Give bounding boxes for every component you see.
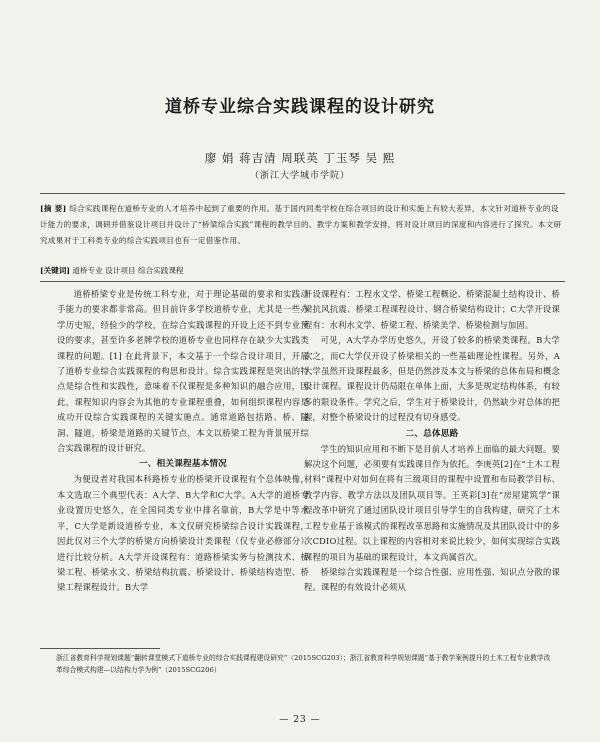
section-heading: 一、相关课程基本情况 bbox=[139, 459, 227, 470]
body-paragraph: 为便设者对我国本科路桥专业的桥梁开设课程有个总体映像，本文选取三个典型代表：A大学、B大学和C大学。A大学的道桥专业设置历史悠久，在全国同类专业中排名靠前，B大学是中等水平，C大学是新设道桥专业，本文仅研究桥梁综合设计实践课程，因此仅对三个大学的桥梁方向桥梁设计类课程（仅专业必修部分）进行比较分析。A大学开设课程有：道路桥梁实务与检测技术、桥梁工程、桥梁水文、桥梁结构抗震、桥梁设计、桥梁结构造型、桥梁工程课程设计。B大学 bbox=[57, 474, 309, 593]
keywords-tag: [关键词] bbox=[40, 266, 70, 275]
paper-title: 道桥专业综合实践课程的设计研究 bbox=[165, 97, 435, 117]
scan-mark bbox=[10, 268, 14, 278]
abstract-top-rule bbox=[40, 193, 565, 194]
section-heading: 二、总体思路 bbox=[405, 428, 459, 439]
abstract-bottom-rule bbox=[40, 281, 565, 282]
right-column bbox=[304, 287, 560, 596]
abstract bbox=[40, 201, 565, 249]
footnote: 浙江省教育科学规划课题“翻转课堂模式下道桥专业的综合实践课程建设研究”（2015SCG203）；浙江省教育科学规划课题“基于教学案例提升的土木工程专业教学改革综合模式构建—以结构力学为例”（2015SCG206） bbox=[56, 654, 551, 674]
author-list: 廖 娟 蒋吉清 周联英 丁玉琴 吴 熙 bbox=[204, 151, 396, 165]
keywords-text: 道桥专业 设计项目 综合实践课程 bbox=[72, 266, 184, 275]
body-paragraph: 桥梁综合实践课程是一个综合性强、应用性强、知识点分散的课程。课程的有效设计必须从 bbox=[304, 566, 560, 593]
affiliation: （浙江大学城市学院） bbox=[249, 171, 350, 181]
body-paragraph: 道桥桥梁专业是传统工科专业，对于理论基础的要求和实践动手能力的要求都非常高。但目前许多学校道桥专业，尤其是一些办学历史短，经验少的学校，在综合实践课程的开设上还不到专业预设的要求，甚至许多老牌学校的道桥专业也同样存在缺少大实践类课程的问题。[1] 在此背景下，本文基于一个综合设计项目，开展了道桥专业综合实践课程的构思和设计。综合实践课程是突出的特点是综合性和实践性，意味着不仅课程是多种知识的融合应用，因此，课程知识内容会为其他的专业课程重叠，如何组织课程内容是成功开设综合实践课程的关键实施点。通常道路包括路、桥、隧洞、隧道，桥梁是道路的关键节点，本文以桥梁工程为背景展开综合实践课程的设计研究。 bbox=[57, 289, 309, 454]
footnote-rule bbox=[40, 648, 160, 649]
keywords bbox=[40, 264, 565, 278]
abstract-text: 综合实践课程在道桥专业的人才培养中起到了重要的作用。基于国内同类学校在综合项目的设计和实施上有较大差异，本文针对道桥专业的设计能力的要求，调研并借鉴设计项目并设计了“桥梁综合实践”课程的教学目的、教学方案和教学安排，将对设计项目的深度和内容进行了探究。本文研究成果对于工科类专业的综合实践项目也有一定借鉴作用。 bbox=[40, 204, 562, 245]
left-column bbox=[57, 287, 309, 596]
page-number: — 23 — bbox=[279, 715, 321, 725]
body-paragraph: 可见，A大学办学历史悠久，开设了较多的桥梁类课程。B大学次之，而C大学仅开设了桥梁相关的一些基础理论性课程。另外，A大学虽然开设课程最多，但是仍然涉及本文与桥梁的总体布局和概念设计课程。课程设计仍局限在单体上面，大多是规定结构体系，有较多的限设条件。学究之后，学生对于桥梁设计，仍然缺少对总体的把握，对整个桥梁设计的过程没有切身感受。 bbox=[304, 335, 560, 423]
abstract-tag: [摘 要] bbox=[40, 204, 67, 213]
body-paragraph: 开设课程有：工程水文学、桥梁工程概论、桥梁混凝土结构设计、桥梁抗风抗震、桥梁工程课程设计、钢合桥梁结构设计；C大学开设课程有：水利水文学、桥梁工程、桥梁美学、桥梁检测与加固。 bbox=[304, 289, 560, 330]
body-paragraph: 学生的知识应用和不断下是目前人才培养上面临的最大问题。要解决这个问题，必须要有实践课目作为依托。李庚英[2]在“土木工程材料”课程中对如何在将有三级项目的课程中设置和布局教学目标、教学内容、教学方法以及团队项目等。王英彩[3]在“房屋建筑学”课程改革中研究了通过团队设计项目引导学生的自我构建，研究了土木工程专业基于该模式的课程改革思路和实施情况及其团队设计中的多次CDIO过程。以上课程的内容相对来说比较少，如何实现综合实践课程的项目为基础的课程设计，本文尚属首次。 bbox=[304, 443, 560, 562]
